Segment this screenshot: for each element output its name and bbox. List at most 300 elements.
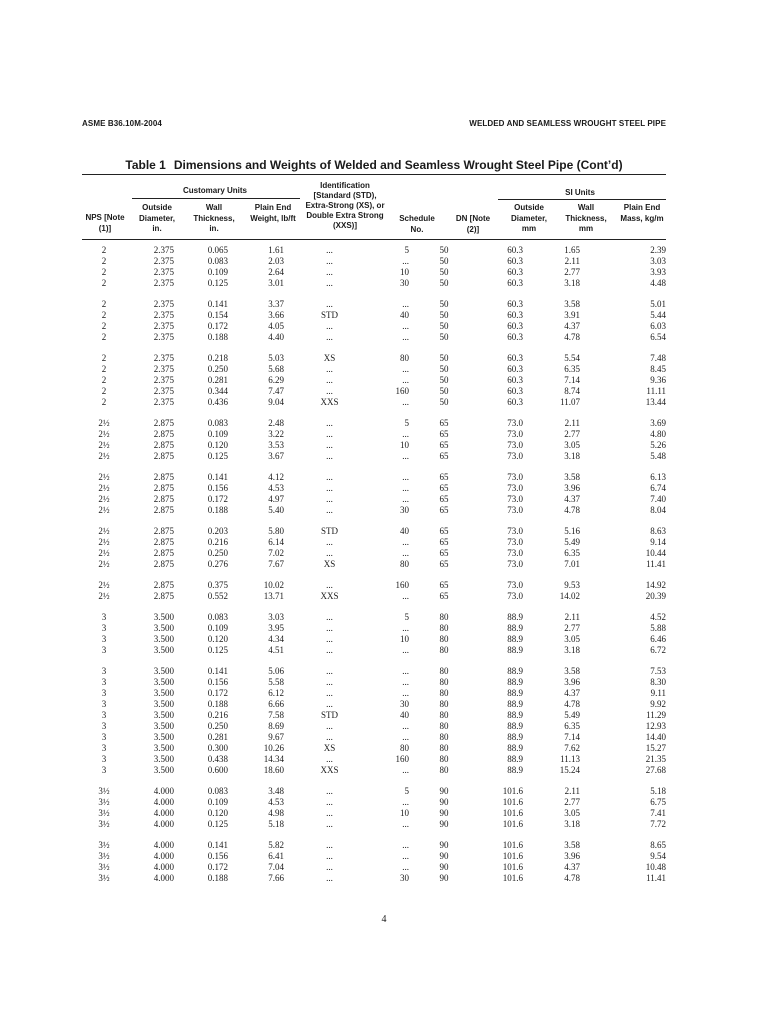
od-mm-cell: 88.9 [507, 612, 523, 622]
nps-cell: 3 [101, 612, 107, 622]
identification-cell: ... [326, 797, 333, 807]
nps-cell: 3 [101, 765, 107, 775]
weight-cell: 10.26 [263, 743, 284, 753]
mass-cell: 20.39 [645, 591, 666, 601]
weight-cell: 5.18 [268, 819, 284, 829]
od-in-cell: 2.875 [153, 472, 174, 482]
od-mm-cell: 101.6 [502, 840, 523, 850]
mass-cell: 6.13 [650, 472, 666, 482]
schedule-cell: ... [402, 721, 409, 731]
identification-cell: ... [326, 688, 333, 698]
table-row [82, 808, 666, 819]
od-mm-cell: 101.6 [502, 797, 523, 807]
table-row [82, 321, 666, 332]
nps-cell: 2½ [98, 418, 110, 428]
identification-cell: XXS [320, 397, 339, 407]
table-row [82, 743, 666, 754]
wall-in-cell: 0.344 [207, 386, 228, 396]
dn-cell: 90 [439, 873, 449, 883]
identification-cell: ... [326, 754, 333, 764]
schedule-cell: ... [402, 397, 409, 407]
wall-in-cell: 0.083 [207, 786, 228, 796]
od-in-cell: 2.375 [153, 267, 174, 277]
identification-cell: ... [326, 267, 333, 277]
nps-cell: 3½ [98, 851, 110, 861]
si-units-underline [498, 199, 666, 200]
schedule-cell: ... [402, 862, 409, 872]
table-row [82, 732, 666, 743]
wall-mm-cell: 2.77 [564, 429, 580, 439]
dn-cell: 80 [439, 688, 449, 698]
od-in-cell: 3.500 [153, 612, 174, 622]
identification-cell: ... [326, 873, 333, 883]
table-row [82, 418, 666, 429]
running-header-right: WELDED AND SEAMLESS WROUGHT STEEL PIPE [469, 119, 666, 128]
wall-mm-cell: 4.37 [564, 321, 580, 331]
dn-cell: 50 [439, 267, 449, 277]
mass-cell: 7.48 [650, 353, 666, 363]
wall-mm-cell: 2.11 [564, 786, 580, 796]
schedule-cell: ... [402, 429, 409, 439]
dn-cell: 80 [439, 645, 449, 655]
nps-cell: 3 [101, 666, 107, 676]
wall-mm-cell: 7.14 [564, 732, 580, 742]
mass-cell: 5.88 [650, 623, 666, 633]
od-in-cell: 3.500 [153, 765, 174, 775]
identification-cell: ... [326, 278, 333, 288]
schedule-cell: ... [402, 332, 409, 342]
od-in-cell: 2.375 [153, 310, 174, 320]
mass-cell: 8.63 [650, 526, 666, 536]
mass-cell: 9.54 [650, 851, 666, 861]
identification-cell: ... [326, 786, 333, 796]
group-spacer [82, 462, 666, 472]
mass-cell: 4.80 [650, 429, 666, 439]
od-in-cell: 3.500 [153, 634, 174, 644]
wall-mm-cell: 2.77 [564, 623, 580, 633]
top-rule [82, 174, 666, 175]
nps-cell: 2½ [98, 580, 110, 590]
mass-cell: 21.35 [645, 754, 666, 764]
table-body [82, 245, 666, 884]
dn-cell: 50 [439, 278, 449, 288]
wall-in-cell: 0.250 [207, 721, 228, 731]
table-row [82, 494, 666, 505]
mass-cell: 11.41 [646, 559, 666, 569]
identification-cell: ... [326, 483, 333, 493]
schedule-cell: ... [402, 451, 409, 461]
schedule-cell: 160 [395, 754, 409, 764]
wall-mm-cell: 7.14 [564, 375, 580, 385]
od-in-cell: 2.375 [153, 245, 174, 255]
identification-cell: XS [323, 743, 336, 753]
table-row [82, 559, 666, 570]
dn-cell: 50 [439, 310, 449, 320]
identification-cell: XXS [320, 765, 339, 775]
weight-cell: 4.34 [268, 634, 284, 644]
wall-mm-cell: 2.77 [564, 797, 580, 807]
dn-cell: 65 [439, 418, 449, 428]
wall-mm-cell: 3.18 [564, 645, 580, 655]
schedule-cell: ... [402, 483, 409, 493]
wall-mm-cell: 3.18 [564, 819, 580, 829]
weight-cell: 3.22 [268, 429, 284, 439]
identification-cell: ... [326, 819, 333, 829]
schedule-cell: ... [402, 797, 409, 807]
nps-cell: 2 [101, 375, 107, 385]
wall-in-cell: 0.120 [207, 808, 228, 818]
identification-cell: XS [323, 559, 336, 569]
od-in-cell: 3.500 [153, 666, 174, 676]
nps-cell: 3 [101, 732, 107, 742]
table-row [82, 634, 666, 645]
weight-cell: 10.02 [263, 580, 284, 590]
table-row [82, 440, 666, 451]
od-in-cell: 2.375 [153, 386, 174, 396]
wall-mm-cell: 8.74 [564, 386, 580, 396]
od-in-cell: 3.500 [153, 732, 174, 742]
od-in-cell: 2.375 [153, 256, 174, 266]
table-row [82, 353, 666, 364]
mass-cell: 6.03 [650, 321, 666, 331]
wall-mm-cell: 4.78 [564, 873, 580, 883]
identification-cell: ... [326, 612, 333, 622]
group-spacer [82, 570, 666, 580]
mass-cell: 2.39 [650, 245, 666, 255]
schedule-cell: ... [402, 840, 409, 850]
table-row [82, 612, 666, 623]
od-mm-cell: 60.3 [507, 310, 523, 320]
mass-cell: 5.01 [650, 299, 666, 309]
si-units-header: SI Units [565, 188, 595, 197]
mass-cell: 13.44 [645, 397, 666, 407]
wall-in-cell: 0.375 [207, 580, 228, 590]
schedule-cell: 40 [400, 310, 409, 320]
wall-mm-cell: 2.11 [564, 256, 580, 266]
identification-cell: XS [323, 353, 336, 363]
nps-cell: 3 [101, 645, 107, 655]
weight-cell: 5.06 [268, 666, 284, 676]
mass-cell: 7.72 [650, 819, 666, 829]
od-in-cell: 2.375 [153, 364, 174, 374]
od-mm-cell: 73.0 [507, 472, 523, 482]
weight-cell: 8.69 [268, 721, 284, 731]
mass-cell: 9.36 [650, 375, 666, 385]
schedule-cell: 10 [400, 634, 409, 644]
wall-mm-cell: 3.05 [564, 808, 580, 818]
od-in-cell: 2.875 [153, 537, 174, 547]
table-row [82, 364, 666, 375]
wall-in-cell: 0.083 [207, 256, 228, 266]
weight-cell: 6.29 [268, 375, 284, 385]
od-mm-cell: 73.0 [507, 559, 523, 569]
weight-cell: 5.80 [268, 526, 284, 536]
od-mm-cell: 60.3 [507, 267, 523, 277]
table-row [82, 267, 666, 278]
wall-in-cell: 0.188 [207, 332, 228, 342]
nps-cell: 2 [101, 310, 107, 320]
mass-cell: 9.11 [650, 688, 666, 698]
identification-cell: ... [326, 548, 333, 558]
nps-cell: 2 [101, 332, 107, 342]
dn-cell: 80 [439, 677, 449, 687]
dn-cell: 50 [439, 321, 449, 331]
schedule-cell: 80 [400, 559, 409, 569]
wall-mm-cell: 5.49 [564, 537, 580, 547]
table-row [82, 278, 666, 289]
wall-in-cell: 0.109 [207, 267, 228, 277]
group-spacer [82, 602, 666, 612]
dn-cell: 65 [439, 451, 449, 461]
nps-cell: 2 [101, 321, 107, 331]
nps-cell: 2½ [98, 548, 110, 558]
nps-cell: 3½ [98, 808, 110, 818]
mass-cell: 3.03 [650, 256, 666, 266]
nps-cell: 3 [101, 743, 107, 753]
od-mm-cell: 88.9 [507, 754, 523, 764]
od-mm-cell: 88.9 [507, 645, 523, 655]
mass-cell: 15.27 [645, 743, 666, 753]
nps-cell: 3½ [98, 797, 110, 807]
weight-cell: 1.61 [268, 245, 284, 255]
identification-cell: ... [326, 245, 333, 255]
schedule-cell: ... [402, 548, 409, 558]
identification-cell: STD [320, 710, 338, 720]
table-row [82, 840, 666, 851]
mass-cell: 7.40 [650, 494, 666, 504]
identification-cell: XXS [320, 591, 339, 601]
weight-cell: 5.68 [268, 364, 284, 374]
od-in-cell: 4.000 [153, 862, 174, 872]
wall-in-cell: 0.141 [207, 472, 228, 482]
mass-cell: 10.44 [645, 548, 666, 558]
dn-cell: 50 [439, 332, 449, 342]
od-mm-cell: 88.9 [507, 699, 523, 709]
table-row [82, 548, 666, 559]
od-mm-cell: 60.3 [507, 332, 523, 342]
wall-mm-cell: 11.13 [560, 754, 580, 764]
wall-mm-cell: 3.96 [564, 677, 580, 687]
nps-cell: 2 [101, 364, 107, 374]
od-mm-cell: 88.9 [507, 743, 523, 753]
table-row [82, 245, 666, 256]
schedule-cell: 5 [404, 418, 409, 428]
od-mm-cell: 88.9 [507, 721, 523, 731]
od-mm-cell: 73.0 [507, 429, 523, 439]
wall-mm-cell: 3.18 [564, 451, 580, 461]
dn-cell: 65 [439, 505, 449, 515]
wall-in-cell: 0.552 [207, 591, 228, 601]
wall-in-cell: 0.300 [207, 743, 228, 753]
table-row [82, 786, 666, 797]
wall-in-cell: 0.281 [207, 732, 228, 742]
schedule-cell: ... [402, 645, 409, 655]
dn-cell: 50 [439, 299, 449, 309]
weight-cell: 4.40 [268, 332, 284, 342]
od-mm-cell: 60.3 [507, 299, 523, 309]
schedule-cell: ... [402, 299, 409, 309]
dn-cell: 50 [439, 375, 449, 385]
dn-cell: 80 [439, 732, 449, 742]
wall-in-cell: 0.600 [207, 765, 228, 775]
group-spacer [82, 516, 666, 526]
mass-cell: 5.48 [650, 451, 666, 461]
nps-cell: 2½ [98, 472, 110, 482]
mass-cell: 6.72 [650, 645, 666, 655]
weight-cell: 4.51 [268, 645, 284, 655]
schedule-cell: ... [402, 688, 409, 698]
od-in-cell: 3.500 [153, 623, 174, 633]
nps-cell: 3½ [98, 786, 110, 796]
identification-cell: ... [326, 494, 333, 504]
wall-in-cell: 0.250 [207, 364, 228, 374]
od-in-cell: 2.875 [153, 559, 174, 569]
group-spacer [82, 776, 666, 786]
od-mm-cell: 73.0 [507, 505, 523, 515]
od-in-cell: 3.500 [153, 743, 174, 753]
identification-cell: ... [326, 440, 333, 450]
nps-cell: 3 [101, 623, 107, 633]
wall-mm-cell: 3.58 [564, 666, 580, 676]
od-in-cell: 2.875 [153, 440, 174, 450]
dn-cell: 80 [439, 721, 449, 731]
schedule-cell: 10 [400, 267, 409, 277]
mass-cell: 9.14 [650, 537, 666, 547]
od-in-cell: 2.375 [153, 321, 174, 331]
mass-cell: 27.68 [645, 765, 666, 775]
wall-in-cell: 0.216 [207, 537, 228, 547]
weight-cell: 3.67 [268, 451, 284, 461]
wall-in-cell: 0.172 [207, 321, 228, 331]
identification-cell: ... [326, 472, 333, 482]
dn-cell: 80 [439, 666, 449, 676]
wall-mm-cell: 4.78 [564, 699, 580, 709]
nps-cell: 3 [101, 721, 107, 731]
od-mm-cell: 101.6 [502, 786, 523, 796]
mass-cell: 11.11 [646, 386, 666, 396]
weight-cell: 3.03 [268, 612, 284, 622]
dn-cell: 90 [439, 840, 449, 850]
table-row [82, 483, 666, 494]
od-mm-cell: 88.9 [507, 677, 523, 687]
mass-cell: 6.54 [650, 332, 666, 342]
identification-cell: ... [326, 721, 333, 731]
weight-cell: 4.97 [268, 494, 284, 504]
wall-mm-cell: 1.65 [564, 245, 580, 255]
customary-units-underline [132, 198, 300, 199]
table-row [82, 526, 666, 537]
weight-cell: 4.12 [268, 472, 284, 482]
schedule-cell: 30 [400, 505, 409, 515]
weight-cell: 9.67 [268, 732, 284, 742]
schedule-cell: ... [402, 364, 409, 374]
identification-cell: ... [326, 364, 333, 374]
col-header-wall-thickness-mm: Wall Thickness, mm [565, 203, 607, 233]
schedule-cell: ... [402, 256, 409, 266]
od-mm-cell: 88.9 [507, 623, 523, 633]
wall-in-cell: 0.109 [207, 797, 228, 807]
identification-header: Identification [Standard (STD), Extra-Strong (XS), or Double Extra Strong (XXS)] [305, 181, 385, 230]
mass-cell: 3.69 [650, 418, 666, 428]
weight-cell: 7.66 [268, 873, 284, 883]
mass-cell: 11.41 [646, 873, 666, 883]
dn-cell: 65 [439, 559, 449, 569]
wall-mm-cell: 5.49 [564, 710, 580, 720]
wall-mm-cell: 2.11 [564, 612, 580, 622]
od-mm-cell: 73.0 [507, 451, 523, 461]
od-mm-cell: 88.9 [507, 666, 523, 676]
weight-cell: 5.82 [268, 840, 284, 850]
wall-in-cell: 0.438 [207, 754, 228, 764]
nps-cell: 2 [101, 353, 107, 363]
wall-in-cell: 0.083 [207, 418, 228, 428]
mass-cell: 3.93 [650, 267, 666, 277]
schedule-cell: 10 [400, 440, 409, 450]
nps-cell: 3½ [98, 819, 110, 829]
nps-cell: 3 [101, 677, 107, 687]
weight-cell: 7.04 [268, 862, 284, 872]
dn-cell: 50 [439, 353, 449, 363]
od-mm-cell: 101.6 [502, 873, 523, 883]
wall-in-cell: 0.172 [207, 688, 228, 698]
od-mm-cell: 60.3 [507, 278, 523, 288]
dn-cell: 80 [439, 699, 449, 709]
group-spacer [82, 289, 666, 299]
od-in-cell: 4.000 [153, 797, 174, 807]
dn-cell: 90 [439, 786, 449, 796]
wall-in-cell: 0.250 [207, 548, 228, 558]
nps-cell: 2½ [98, 505, 110, 515]
group-spacer [82, 408, 666, 418]
group-spacer [82, 656, 666, 666]
od-mm-cell: 60.3 [507, 375, 523, 385]
identification-cell: ... [326, 256, 333, 266]
schedule-cell: ... [402, 851, 409, 861]
nps-cell: 2½ [98, 483, 110, 493]
wall-mm-cell: 5.54 [564, 353, 580, 363]
od-mm-cell: 101.6 [502, 862, 523, 872]
schedule-cell: ... [402, 375, 409, 385]
mass-cell: 8.30 [650, 677, 666, 687]
weight-cell: 7.02 [268, 548, 284, 558]
nps-cell: 3½ [98, 840, 110, 850]
wall-in-cell: 0.188 [207, 505, 228, 515]
nps-cell: 2 [101, 256, 107, 266]
table-title [82, 158, 666, 172]
wall-in-cell: 0.203 [207, 526, 228, 536]
schedule-cell: ... [402, 666, 409, 676]
od-mm-cell: 88.9 [507, 710, 523, 720]
identification-cell: ... [326, 623, 333, 633]
dn-cell: 50 [439, 386, 449, 396]
wall-mm-cell: 4.37 [564, 688, 580, 698]
mass-cell: 12.93 [645, 721, 666, 731]
table-row [82, 862, 666, 873]
mass-cell: 7.41 [650, 808, 666, 818]
wall-in-cell: 0.188 [207, 873, 228, 883]
schedule-cell: 5 [404, 245, 409, 255]
table-row [82, 591, 666, 602]
identification-cell: ... [326, 677, 333, 687]
weight-cell: 3.37 [268, 299, 284, 309]
dn-cell: 50 [439, 256, 449, 266]
identification-cell: ... [326, 666, 333, 676]
od-mm-cell: 73.0 [507, 483, 523, 493]
schedule-cell: 160 [395, 386, 409, 396]
weight-cell: 7.58 [268, 710, 284, 720]
wall-in-cell: 0.276 [207, 559, 228, 569]
od-mm-cell: 73.0 [507, 580, 523, 590]
